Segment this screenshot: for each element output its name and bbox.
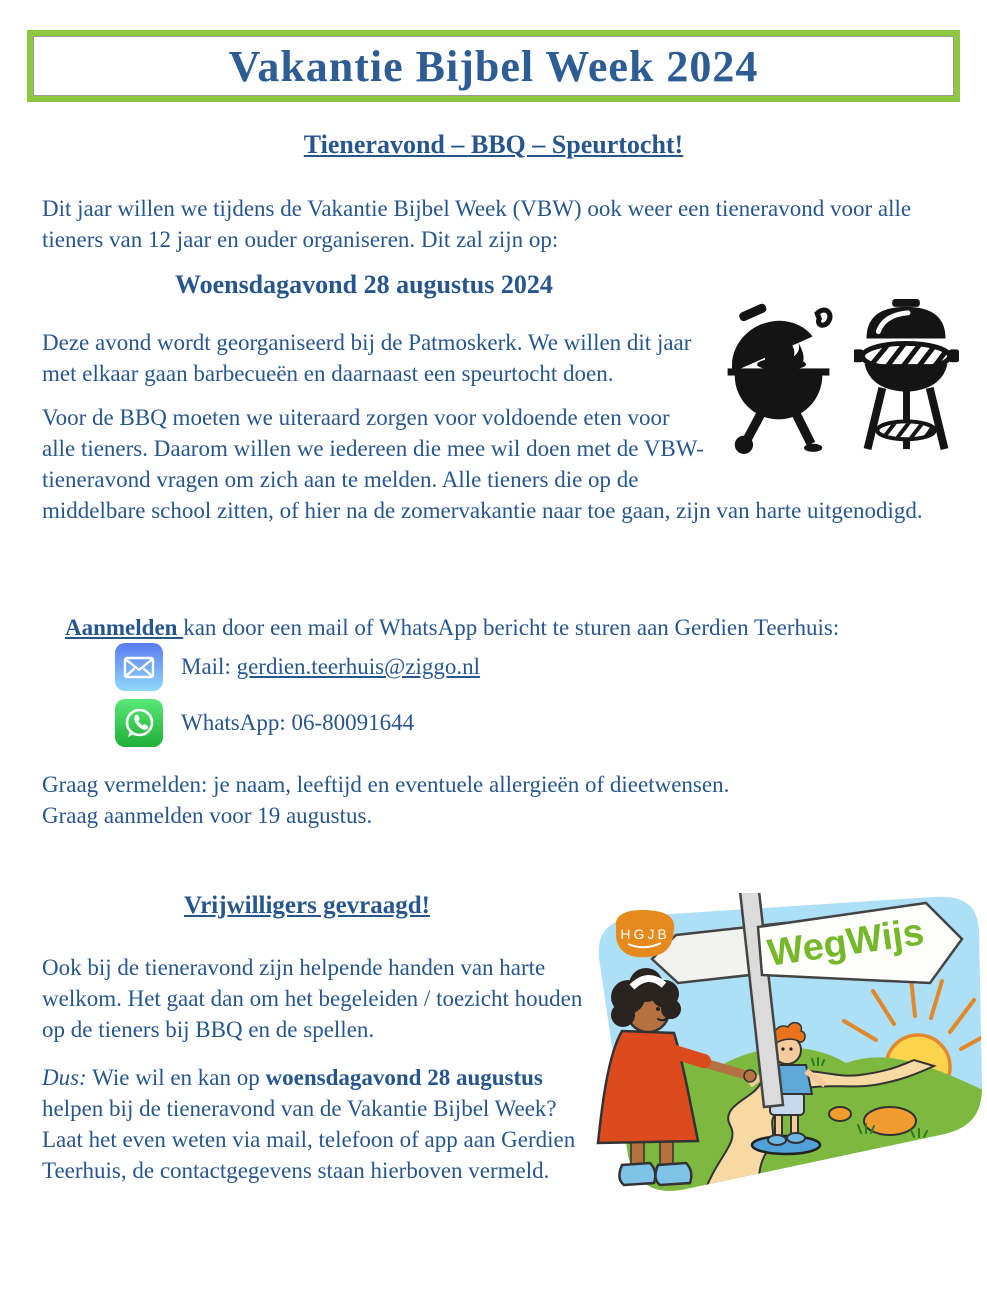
volunteers-heading: Vrijwilligers gevraagd! <box>184 892 430 919</box>
mail-label: Mail: <box>181 654 237 679</box>
text-line: middelbare school zitten, of hier na de zomervakantie naar toe gaan, zijn van harte uitgenodigd. <box>42 498 923 523</box>
signup-label: Aanmelden <box>65 615 184 640</box>
signup-rest: kan door een mail of WhatsApp bericht te sturen aan Gerdien Teerhuis: <box>183 615 840 640</box>
wegwijs-text: WegWijs <box>764 911 927 975</box>
text-line: Graag aanmelden voor 19 augustus. <box>42 803 373 828</box>
illustration <box>578 893 985 1193</box>
mail-icon <box>115 643 163 691</box>
text-line: op de tieners bij BBQ en de spellen. <box>42 1017 375 1042</box>
intro-paragraph <box>42 193 911 255</box>
whatsapp-text: WhatsApp: 06-80091644 <box>181 710 415 735</box>
title-box <box>27 30 960 102</box>
text-line: Deze avond wordt georganiseerd bij de Patmoskerk. We willen dit jaar <box>42 330 692 355</box>
date-heading: Woensdagavond 28 augustus 2024 <box>175 270 553 299</box>
text-line: helpen bij de tieneravond van de Vakantie Bijbel Week? <box>42 1096 557 1121</box>
bbq-paragraph-2 <box>42 402 923 526</box>
text-line: Dit jaar willen we tijdens de Vakantie Bijbel Week (VBW) ook weer een tieneravond voor alle <box>42 196 912 221</box>
text-line: Ook bij de tieneravond zijn helpende handen van harte <box>42 955 546 980</box>
text-line: welkom. Het gaat dan om het begeleiden / toezicht houden <box>42 986 583 1011</box>
text-line: Teerhuis, de contactgegevens staan hierboven vermeld. <box>42 1158 550 1183</box>
hgjb-logo-text: HGJB <box>620 926 670 942</box>
mail-text <box>181 654 480 680</box>
text-line: tieneravond vragen om zich aan te melden. Alle tieners die op de <box>42 467 639 492</box>
email-link[interactable]: gerdien.teerhuis@ziggo.nl <box>236 654 481 679</box>
volunteers-paragraph <box>42 952 582 1045</box>
subtitle: Tieneravond – BBQ – Speurtocht! <box>303 130 684 159</box>
dus-label: Dus: <box>42 1065 87 1090</box>
text-line: met elkaar gaan barbecueën en daarnaast een speurtocht doen. <box>42 361 614 386</box>
note-paragraph <box>42 769 729 831</box>
whatsapp-icon <box>115 699 163 747</box>
hgjb-logo <box>616 910 674 957</box>
text-line: Voor de BBQ moeten we uiteraard zorgen voor voldoende eten voor <box>42 405 670 430</box>
dus-mid: Wie wil en kan op <box>86 1065 266 1090</box>
text-line: alle tieners. Daarom willen we iedereen die mee wil doen met de VBW- <box>42 436 704 461</box>
text-line: tieners van 12 jaar en ouder organiseren. Dit zal zijn op: <box>42 227 559 252</box>
page-title: Vakantie Bijbel Week 2024 <box>228 41 759 91</box>
dus-bold-date: woensdagavond 28 augustus <box>265 1065 543 1090</box>
bbq-paragraph-1 <box>42 327 691 389</box>
dus-paragraph <box>42 1062 575 1186</box>
mail-row <box>115 643 480 691</box>
dus-first-line <box>42 1062 575 1093</box>
whatsapp-row <box>115 699 414 747</box>
dus-rest <box>42 1093 575 1186</box>
text-line: Graag vermelden: je naam, leeftijd en eventuele allergieën of dieetwensen. <box>42 772 730 797</box>
text-line: Laat het even weten via mail, telefoon of app aan Gerdien <box>42 1127 576 1152</box>
